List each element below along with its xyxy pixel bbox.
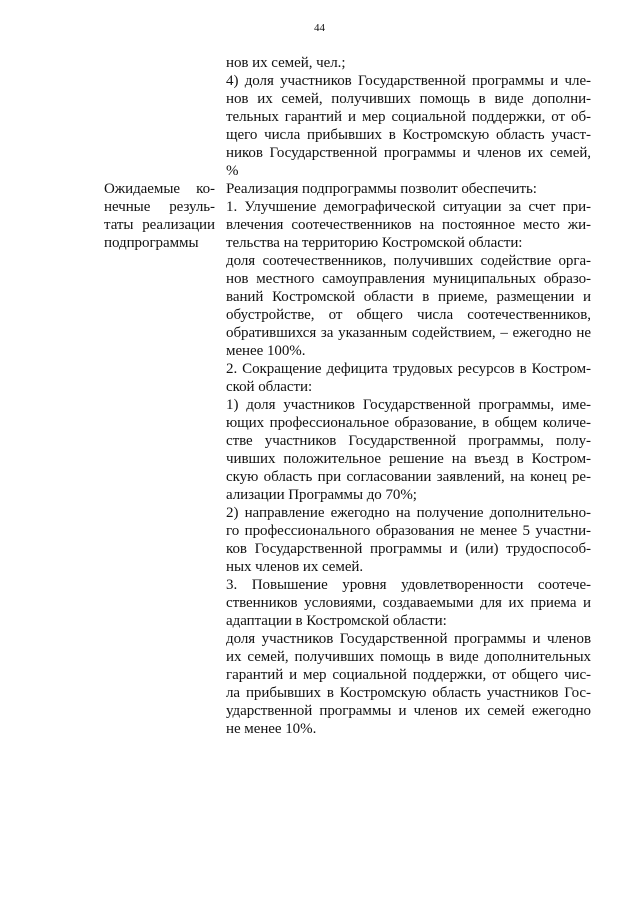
text-line: ных членов их семей. <box>226 559 364 575</box>
text-line: не менее 10%. <box>226 721 317 737</box>
row-label: нечные резуль- <box>104 199 215 215</box>
row-label: таты реализации <box>104 217 215 233</box>
text-line: 3. Повышение уровня удовлетворенности соотече- <box>226 577 591 593</box>
text-line: ков Государственной программы и (или) трудоспособ- <box>226 541 591 557</box>
text-line: нов их семей, получивших помощь в виде дополни- <box>226 91 591 107</box>
text-line: 4) доля участников Государственной программы и чле- <box>226 73 591 89</box>
text-line: обратившихся за указанным содействием, – ежегодно не <box>226 325 591 341</box>
text-line: влечения соотечественников на постоянное место жи- <box>226 217 591 233</box>
text-line: чивших положительное решение на въезд в Костром- <box>226 451 591 467</box>
text-line: ударственной программы и членов их семей ежегодно <box>226 703 591 719</box>
text-line: адаптации в Костромской области: <box>226 613 447 629</box>
text-line: ализации Программы до 70%; <box>226 487 417 503</box>
text-line: менее 100%. <box>226 343 306 359</box>
text-line: ваний Костромской области в приеме, размещении и <box>226 289 591 305</box>
text-line: 2) направление ежегодно на получение дополнительно- <box>226 505 591 521</box>
text-line: ющих профессиональное образование, в общем количе- <box>226 415 591 431</box>
row-label: Ожидаемые ко- <box>104 181 215 197</box>
text-line: ников Государственной программы и членов их семей, <box>226 145 591 161</box>
text-line: 2. Сокращение дефицита трудовых ресурсов в Костром- <box>226 361 591 377</box>
text-line: их семей, получивших помощь в виде дополнительных <box>226 649 591 665</box>
text-line: ской области: <box>226 379 313 395</box>
text-line: тельства на территорию Костромской области: <box>226 235 523 251</box>
text-line: нов местного самоуправления муниципальных образо- <box>226 271 591 287</box>
text-line: 1) доля участников Государственной программы, име- <box>226 397 591 413</box>
text-line: нов их семей, чел.; <box>226 55 346 71</box>
text-line: Реализация подпрограммы позволит обеспечить: <box>226 181 537 197</box>
text-line: гарантий и мер социальной поддержки, от общего чис- <box>226 667 591 683</box>
text-line: тельных гарантий и мер социальной поддержки, от об- <box>226 109 591 125</box>
text-line: 1. Улучшение демографической ситуации за счет при- <box>226 199 591 215</box>
text-line: стве участников Государственной программы, полу- <box>226 433 591 449</box>
row-label: подпрограммы <box>104 235 199 251</box>
text-line: скую область при согласовании заявлений, на конец ре- <box>226 469 591 485</box>
text-line: ла прибывших в Костромскую область участников Гос- <box>226 685 591 701</box>
text-line: % <box>226 163 239 179</box>
text-line: ственников условиями, создаваемыми для их приема и <box>226 595 591 611</box>
text-line: го профессионального образования не менее 5 участни- <box>226 523 591 539</box>
page-number: 44 <box>314 22 325 34</box>
text-line: щего числа прибывших в Костромскую область участ- <box>226 127 591 143</box>
text-line: доля участников Государственной программы и членов <box>226 631 591 647</box>
text-line: обустройстве, от общего числа соотечественников, <box>226 307 591 323</box>
text-line: доля соотечественников, получивших содействие орга- <box>226 253 591 269</box>
